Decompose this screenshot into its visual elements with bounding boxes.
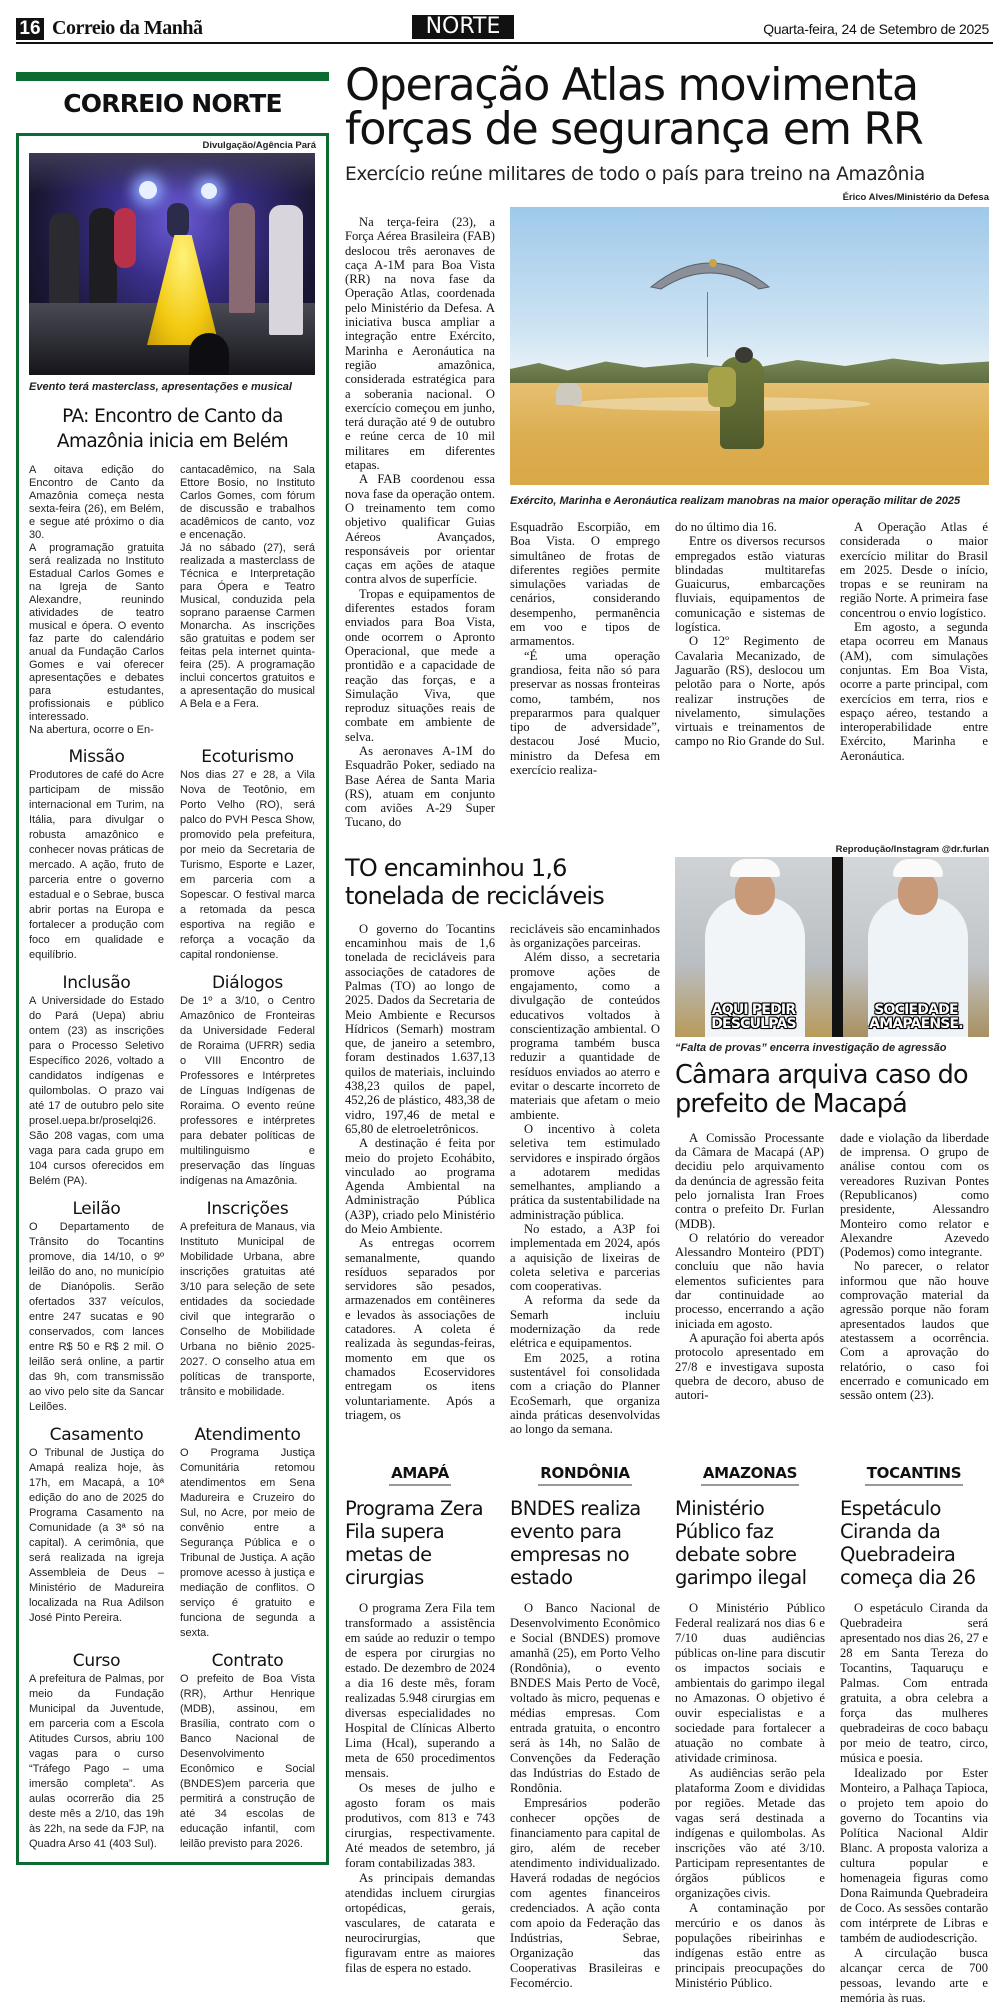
brief-text: O prefeito de Boa Vista (RR), Arthur Henrique (MDB), assinou, em Brasília, contrato com o Banco Nacional de Desenvolvimento Econômico e Social (BNDES)em parceria que permitirá a construção de até 34 escolas de educação infantil, com leilão previsto para 2026. — [180, 1673, 315, 1850]
brief-row — [29, 1651, 316, 1852]
brief-row — [29, 1425, 316, 1641]
camara-article — [675, 844, 989, 1437]
paragraph: As entregas ocorrem semanalmente, quando resíduos separados por servidores são pesados, armazenados em contêineres e levados às associações de catadores. A coleta é realizada às segundas-feiras, momento em que os chamados Ecoservidores entregam os itens voluntariamente. Após a triagem, os — [345, 1236, 495, 1422]
state-label: TOCANTINS — [865, 1464, 964, 1486]
brief-atendimento — [180, 1425, 315, 1641]
regional-body-rondonia — [510, 1601, 660, 1991]
paragraph: O 12º Regimento de Cavalaria Mecanizado, de Jaguarão (RS), deslocou um pelotão para o Norte, após realizar instruções de nivelamento, simulações virtuais e treinamentos de campo no Rio Grande do Sul. — [675, 634, 825, 749]
regional-tocantins — [840, 1464, 988, 2006]
paragraph: No estado, a A3P foi implementada em 2024, após a aquisição de lixeiras de coleta seletiva e parcerias com cooperativas. — [510, 1222, 660, 1294]
brief-title: Ecoturismo — [201, 747, 294, 767]
recycling-headline: TO encaminhou 1,6 tonelada de recicláveis — [345, 853, 604, 910]
atlas-column-3 — [675, 520, 825, 777]
paragraph: A Operação Atlas é considerada o maior exercício militar do Brasil em 2025. Desde o início, tropas e se reuniram na região Norte. A primeira fase concentrou o envio logístico. — [840, 520, 988, 620]
parachute-icon — [647, 251, 773, 291]
page-number: 16 — [16, 18, 44, 40]
regional-headline: BNDES realiza evento para empresas no estado — [510, 1497, 641, 1590]
main-area — [345, 60, 989, 2006]
recycling-article — [345, 844, 660, 1437]
sidebar-headline: PA: Encontro de Canto da Amazônia inicia em Belém — [56, 406, 289, 452]
sidebar-body-right — [180, 464, 315, 737]
paragraph: Além disso, a secretaria promove ações de engajamento, como a divulgação de conteúdos educativos voltados à conscientização ambiental. O programa também busca reduzir a quantidade de resíduos enviados ao aterro e evitar o descarte incorreto de materiais que afetam o meio ambiente. — [510, 950, 660, 1122]
paragraph: A circulação busca alcançar cerca de 700 pessoas, levando arte e memória às ruas. — [840, 1946, 988, 2006]
paragraph: “É uma operação grandiosa, feita não só para preservar as nossas fronteiras como, também, nos prepararmos para qualquer tipo de adversidade”, destacou José Mucio, ministro da Defesa em exercício realiza- — [510, 648, 660, 778]
brief-dialogos — [180, 973, 315, 1189]
brief-text: O Programa Justiça Comunitária retomou atendimentos em Sena Madureira e Cruzeiro do Sul, no Acre, por meio de convênio entre a Segurança Pública e o Tribunal de Justiça. A ação promove acesso à justiça e mediação de conflitos. O serviço é gratuito e funciona de segunda a sexta. — [180, 1447, 315, 1639]
paragraph: No parecer, o relator informou que não houve comprovação material da agressão porque não foram apresentados laudos que atestassem a ocorrência. Com a aprovação do relatório, o caso foi encerrado e comunicado em sessão ontem (23). — [840, 1259, 989, 1403]
brief-row — [29, 1199, 316, 1415]
brief-text: A Universidade do Estado do Pará (Uepa) abriu ontem (23) as inscrições para o Processo Seletivo Específico 2026, voltado a candidatos indígenas e quilombolas. O prazo vai até 17 de outubro pelo site prosel.uepa.br/proselqi26. São 208 vagas, com uma vaga para cada grupo em 104 cursos oferecidos em Belém (PA). — [29, 995, 164, 1187]
paragraph: A Comissão Processante da Câmara de Macapá (AP) decidiu pelo arquivamento da denúncia de agressão feita pelo jornalista Iran Froes contra o prefeito Dr. Furlan (MDB). — [675, 1130, 824, 1231]
state-label-amapa — [345, 1464, 495, 1483]
video-subtitle: SOCIEDADE AMAPAENSE. — [869, 1001, 963, 1032]
regional-section — [345, 1464, 989, 2006]
brief-title: Contrato — [211, 1651, 284, 1671]
state-label-tocantins — [840, 1464, 988, 1483]
paragraph: Na terça-feira (23), a Força Aérea Brasileira (FAB) deslocou três aeronaves de caça A-1M para Boa Vista (RR) na nova fase da Operação Atlas, coordenada pelo Ministério da Defesa. A iniciativa busca ampliar a integração entre Exército, Marinha e Aeronáutica na região amazônica, considerada estratégica para a soberania nacional. O exercício começou em junho, terá duração até 9 de outubro e reúne cerca de 10 mil militares em diferentes etapas. — [345, 215, 495, 473]
photo-credit: Divulgação/Agência Pará — [202, 140, 316, 151]
paragraph: Os meses de julho e agosto foram os mais produtivos, com 813 e 743 cirurgias, respectivamente. Até meados de setembro, já foram contabilizadas 383. — [345, 1781, 495, 1871]
photo-caption: Exército, Marinha e Aeronáutica realizam manobras na maior operação militar de 2025 — [510, 495, 961, 507]
brief-title: Inscrições — [206, 1199, 289, 1219]
paragraph: O Ministério Público Federal realizará nos dias 6 e 7/10 duas audiências públicas on-line para discutir os impactos sociais e ambientais do garimpo ilegal no Amazonas. O objetivo é ouvir especialistas e a sociedade para fortalecer a atuação no combate à atividade criminosa. — [675, 1601, 825, 1766]
video-subtitle: AQUI PEDIR DESCULPAS — [711, 1001, 796, 1032]
regional-headline: Espetáculo Ciranda da Quebradeira começa dia 26 — [840, 1497, 976, 1590]
paragraph: Tropas e equipamentos de diferentes estados foram enviados para Boa Vista, onde ocorrem o Apronto Operacional, que mede a prontidão e a capacidade de reação das forças, e a Simulação Viva, que reproduz situações reais de combate em ambiente de selva. — [345, 586, 495, 744]
brief-text: Produtores de café do Acre participam de missão internacional em Turim, na Itália, para divulgar o robusta amazônico e conhecer novas práticas de mercado. A ação, fruto de parceria entre o governo estadual e o Sebrae, busca abrir portas na Europa e fortalecer a produção com foco em qualidade e equilíbrio. — [29, 769, 164, 961]
paragraph: O programa Zera Fila tem transformado a assistência em saúde ao reduzir o tempo de espera por cirurgias no estado. De dezembro de 2024 a dia 16 deste mês, foram realizadas 5.948 cirurgias em diversas especialidades no Hospital de Clínicas Alberto Lima (Hcal), superando a meta de 650 procedimentos mensais. — [345, 1601, 495, 1781]
camara-headline: Câmara arquiva caso do prefeito de Macapá — [675, 1059, 968, 1119]
brief-leilao — [29, 1199, 164, 1415]
sidebar-body — [29, 464, 316, 737]
paragraph: A oitava edição do Encontro de Canto da Amazônia começa nesta sexta-feira (26), em Belém, e segue até próximo o dia 30. — [29, 464, 164, 541]
paragraph: O governo do Tocantins encaminhou mais de 1,6 tonelada de recicláveis para associações de catadores de Palmas (TO) ao longo de 2025. Dados da Secretaria de Meio Ambiente e Recursos Hídricos (Semarh) mostram que, de janeiro a setembro, foram destinados 1.637,13 quilos de materiais, incluindo 438,23 quilos de papel, 452,26 de plástico, 483,38 de vidro, 197,46 de metal e 65,80 de eletroeletrônicos. — [345, 921, 495, 1136]
paragraph: A destinação é feita por meio do projeto Ecohábito, vinculado ao programa Agenda Ambiental na Administração Pública (A3P), criado pelo Ministério do Meio Ambiente. — [345, 1136, 495, 1236]
brief-text: A prefeitura de Palmas, por meio da Fundação Municipal da Juventude, em parceria com a Escola Atitudes Cursos, abriu 100 vagas para o curso “Tráfego Pago – uma imersão completa”. As aulas ocorrerão dia 25 deste mês a 2/10, das 19h às 22h, na sede da FJP, na Quadra Arso 41 (403 Sul). — [29, 1673, 164, 1850]
brief-title: Atendimento — [194, 1425, 301, 1445]
brief-text: O Departamento de Trânsito do Tocantins promove, dia 14/10, o 9º leilão do ano, no município de Dianópolis. Serão ofertados 337 veículos, entre 247 sucatas e 90 conservados, com lances entre R$ 50 e R$ 2 mil. O leilão será online, a partir das 9h, com transmissão ao vivo pelo site da Sancar Leilões. — [29, 1221, 164, 1413]
sidebar-accent-bar — [16, 72, 329, 81]
brief-inscricoes — [180, 1199, 315, 1415]
military-exercise-photo — [510, 207, 989, 485]
state-label: RONDÔNIA — [538, 1464, 631, 1486]
brief-row — [29, 973, 316, 1189]
brief-text: De 1º a 3/10, o Centro Amazônico de Fronteiras da Universidade Federal de Roraima (UFRR) sedia o VIII Encontro de Professores e Intérpretes de Línguas Indígenas de Roraima. O evento reúne professores e intérpretes para debater políticas de multilinguismo e preservação das línguas indígenas na Amazônia. — [180, 995, 315, 1187]
brief-text: Nos dias 27 e 28, a Vila Nova de Teotônio, em Porto Velho (RO), será palco do PVH Pesca Show, promovido pela prefeitura, por meio da Secretaria de Turismo, Esporte e Lazer, em parceria com a Sopescar. O festival marca a retomada da pesca esportiva na região e reforça a vocação da capital rondoniense. — [180, 769, 315, 961]
brief-text: O Tribunal de Justiça do Amapá realiza hoje, às 17h, em Macapá, a 10ª edição do ano de 2025 do Programa Casamento na Comunidade (a 3ª só na capital). A cerimônia, que será realizada na igreja Assembleia de Deus – Ministério de Madureira localizada na Rua Adilson José Pinto Pereira. — [29, 1447, 164, 1624]
regional-amazonas — [675, 1464, 825, 2006]
paragraph: As aeronaves A-1M do Esquadrão Poker, sediado na Base Aérea de Santa Maria (RS), atuam em conjunto com aviões A-29 Super Tucano, do — [345, 743, 495, 830]
paragraph: recicláveis são encaminhados às organizações parceiras. — [510, 921, 660, 951]
photo-caption: Evento terá masterclass, apresentações e musical — [29, 381, 292, 393]
paragraph: A contaminação por mercúrio e os danos às populações ribeirinhas e indígenas estão entre as principais preocupações do Ministério Público. — [675, 1901, 825, 1991]
paragraph: Já no sábado (27), será realizada a masterclass de Técnica e Interpretação para Ópera e Teatro Musical, conduzida pela soprano paraense Carmen Monarcha. As inscrições são gratuitas e podem ser feitas pela internet quinta-feira (25). A programação inclui concertos gratuitos e a apresentação do musical A Bela e a Fera. — [180, 542, 315, 710]
brief-title: Diálogos — [211, 973, 283, 993]
state-label: AMAZONAS — [701, 1464, 799, 1486]
recycling-column-1 — [345, 922, 495, 1437]
brief-casamento — [29, 1425, 164, 1641]
main-subheadline: Exercício reúne militares de todo o país para treino na Amazônia — [345, 164, 925, 185]
brief-title: Casamento — [49, 1425, 144, 1445]
brief-curso — [29, 1651, 164, 1852]
paragraph: Em 2025, a rotina sustentável foi consolidada com a criação do Planner EcoSemarh, que organiza ainda práticas desenvolvidas ao longo da semana. — [510, 1350, 660, 1437]
brief-inclusao — [29, 973, 164, 1189]
regional-body-amazonas — [675, 1601, 825, 1991]
header-rule — [16, 42, 993, 44]
brief-title: Missão — [68, 747, 125, 767]
regional-body-tocantins — [840, 1601, 988, 2006]
paragraph: Na abertura, ocorre o En- — [29, 724, 154, 736]
photo-credit: Érico Alves/Ministério da Defesa — [842, 192, 989, 203]
brief-title: Leilão — [72, 1199, 121, 1219]
photo-credit: Reprodução/Instagram @dr.furlan — [835, 843, 989, 855]
paragraph: Entre os diversos recursos empregados estão viaturas blindadas multitarefas Guaicurus, embarcações fluviais, equipamentos de comunicação e sistemas de logística. — [675, 534, 825, 635]
atlas-column-1 — [345, 207, 495, 830]
sidebar-box — [16, 133, 329, 1865]
brief-ecoturismo — [180, 747, 315, 963]
paragraph: A programação gratuita será realizada no Instituto Estadual Carlos Gomes e na Igreja de Santo Alexandre, reunindo atividades de teatro musical e ópera. O evento faz parte do calendário anual da Fundação Carlos Gomes e vai oferecer apresentações e debates para estudantes, profissionais e público interessado. — [29, 542, 164, 723]
concert-photo — [29, 153, 315, 375]
edition-date: Quarta-feira, 24 de Setembro de 2025 — [763, 21, 989, 37]
regional-headline: Ministério Público faz debate sobre garimpo ilegal — [675, 1497, 807, 1590]
paragraph: O espetáculo Ciranda da Quebradeira será apresentado nos dias 26, 27 e 28 em Santa Tereza do Tocantins, Taquaruçu e Palmas. Com entrada gratuita, a obra celebra a força das mulheres quebradeiras de coco babaçu por meio de teatro, circo, música e poesia. — [840, 1601, 988, 1766]
paragraph: A FAB coordenou essa nova fase da operação ontem. O treinamento tem como objetivo qualificar Guias Aéreos Avançados, responsáveis por orientar caças em ações de ataque contra alvos de superfície. — [345, 472, 495, 587]
paragraph: Em agosto, a segunda etapa ocorreu em Manaus (AM), com simulações conjuntas. Em Boa Vista, ocorre a parte principal, com exercícios em terra, rios e espaço aéreo, testando a interoperabilidade entre Exército, Marinha e Aeronáutica. — [840, 620, 988, 763]
paragraph: As principais demandas atendidas incluem cirurgias ortopédicas, gerais, vasculares, de catarata e neurocirurgias, que figuravam entre as maiores filas de espera no estado. — [345, 1871, 495, 1976]
paragraph: O Banco Nacional de Desenvolvimento Econômico e Social (BNDES) promove amanhã (25), em Porto Velho (Rondônia), o evento BNDES Mais Perto de Você, voltado às micro, pequenas e médias empresas. Com entrada gratuita, o encontro será às 14h, no Salão de Convenções da Federação das Indústrias do Estado de Rondônia. — [510, 1601, 660, 1796]
camara-column-2 — [840, 1131, 989, 1403]
photo-caption: “Falta de provas” encerra investigação de agressão — [675, 1041, 947, 1054]
brief-contrato — [180, 1651, 315, 1852]
regional-body-amapa — [345, 1601, 495, 1976]
paragraph: do no último dia 16. — [675, 520, 777, 534]
atlas-column-2 — [510, 520, 660, 777]
state-label: AMAPÁ — [389, 1464, 451, 1486]
state-label-amazonas — [675, 1464, 825, 1483]
regional-amapa — [345, 1464, 495, 2006]
brief-title: Curso — [72, 1651, 121, 1671]
paragraph: Idealizado por Ester Monteiro, a Palhaça Tapioca, o projeto tem apoio do governo do Tocantins via Política Nacional Aldir Blanc. A proposta valoriza a cultura popular e homenageia figuras como Dona Raimunda Quebradeira de Coco. As sessões contarão com intérprete de Libras e também de audiodescrição. — [840, 1766, 988, 1946]
paragraph: cantacadêmico, na Sala Ettore Bosio, no Instituto Carlos Gomes, com fórum de discussão e trabalhos acadêmicos de canto, voz e encenação. — [180, 464, 315, 541]
brief-text: A prefeitura de Manaus, via Instituto Municipal de Mobilidade Urbana, abre inscrições gratuitas até 3/10 para seleção de sete entidades da sociedade civil que integrarão o Conselho de Mobilidade Urbana no biênio 2025-2027. O conselho atua em políticas de transporte, trânsito e mobilidade. — [180, 1221, 315, 1398]
section-label: NORTE — [412, 15, 514, 39]
mayor-video-still-left — [675, 857, 832, 1037]
regional-headline: Programa Zera Fila supera metas de cirurgias — [345, 1497, 483, 1590]
brief-missao — [29, 747, 164, 963]
sidebar-brand: CORREIO NORTE — [63, 89, 282, 118]
mayor-video-still-right — [843, 857, 989, 1037]
brief-row — [29, 747, 316, 963]
sidebar-body-left — [29, 464, 164, 737]
state-label-rondonia — [510, 1464, 660, 1483]
paragraph: As audiências serão pela plataforma Zoom e divididas por regiões. Metade das vagas será destinada a indígenas e quilombolas. As inscrições vão até 3/10. Participam representantes de órgãos públicos e organizações civis. — [675, 1766, 825, 1901]
atlas-article — [345, 207, 989, 830]
photo-divider — [832, 857, 843, 1037]
paragraph: O incentivo à coleta seletiva tem estimulado servidores e inspirado órgãos a adotarem medidas semelhantes, ampliando a prática da sustentabilidade na administração pública. — [510, 1121, 660, 1222]
paragraph: dade e violação da liberdade de imprensa. O grupo de análise contou com os vereadores Ruzivan Pontes (Republicanos) como presidente, Alessandro Monteiro como relator e Alexandre Azevedo (Podemos) como integrante. — [840, 1130, 989, 1260]
paragraph: O relatório do vereador Alessandro Monteiro (PDT) concluiu que não havia elementos suficientes para dar continuidade ao processo, encerrando a ação iniciada em agosto. — [675, 1230, 824, 1331]
paragraph: A apuração foi aberta após protocolo apresentado em 27/8 e investigava suposta quebra de decoro, abuso de autori- — [675, 1330, 824, 1403]
paragraph: Empresários poderão conhecer opções de financiamento para capital de giro, além de receber atendimento individualizado. Haverá rodadas de negócios com agentes financeiros credenciados. A ação conta com apoio da Federação das Indústrias, Sebrae, Organização das Cooperativas Brasileiras e Fecomércio. — [510, 1796, 660, 1991]
recycling-column-2 — [510, 922, 660, 1437]
brief-title: Inclusão — [62, 973, 131, 993]
paragraph: Esquadrão Escorpião, em Boa Vista. O emprego simultâneo de frotas de diferentes regiões permite simulações variadas de cenários, considerando desempenho, permanência em voo e tipos de armamentos. — [510, 520, 660, 649]
regional-rondonia — [510, 1464, 660, 2006]
newspaper-name: Correio da Manhã — [52, 17, 203, 39]
paragraph: A reforma da sede da Semarh incluiu modernização da rede elétrica e equipamentos. — [510, 1293, 660, 1351]
atlas-column-4 — [840, 520, 988, 777]
camara-column-1 — [675, 1131, 824, 1403]
main-headline: Operação Atlas movimenta forças de segurança em RR — [345, 60, 923, 155]
